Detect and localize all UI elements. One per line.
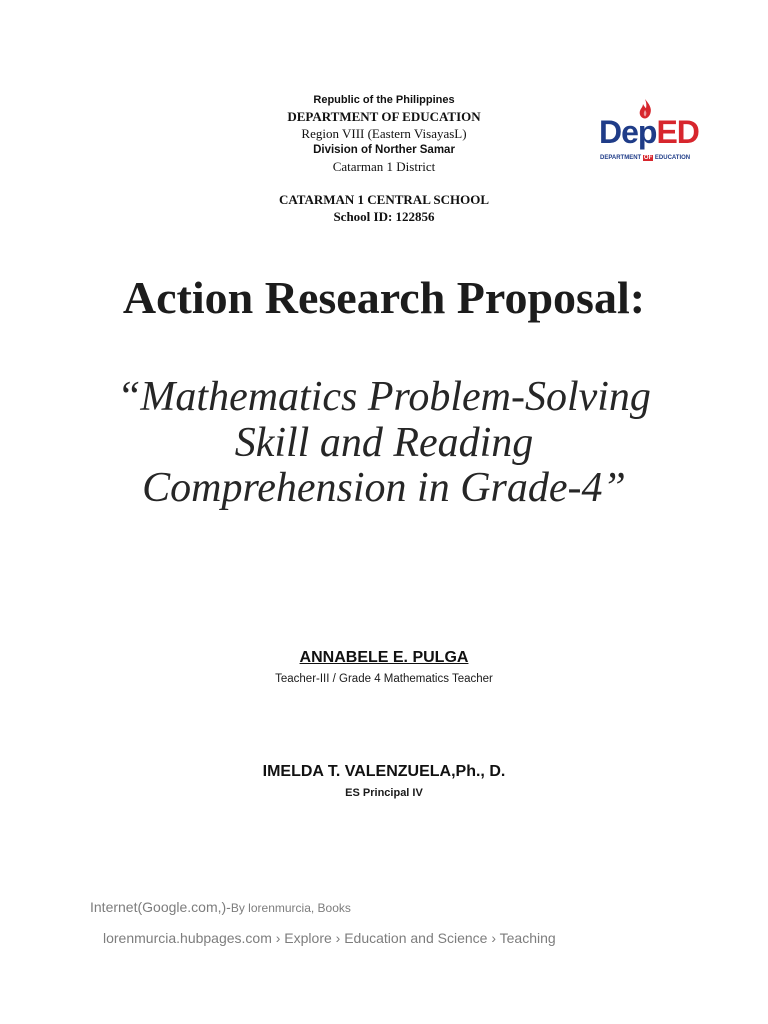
principal-block [0, 762, 768, 800]
deped-logo [596, 98, 704, 166]
principal-role: ES Principal IV [345, 787, 423, 799]
logo-caption [600, 154, 690, 162]
source-breadcrumb: lorenmurcia.hubpages.com › Explore › Education and Science › Teaching [103, 930, 556, 946]
document-title: Action Research Proposal: [122, 272, 646, 323]
department-line: DEPARTMENT OF EDUCATION [287, 108, 481, 124]
school-header [0, 192, 768, 226]
research-title [0, 375, 768, 512]
logo-wordmark-dep: Dep [599, 114, 657, 150]
logo-caption-department: DEPARTMENT [600, 155, 642, 161]
author-block [0, 648, 768, 686]
source-note [90, 898, 351, 916]
research-title-line: Comprehension in Grade-4” [142, 465, 626, 511]
research-title-line: “Mathematics Problem-Solving [117, 374, 651, 420]
logo-caption-education: EDUCATION [654, 155, 691, 161]
source-author: By lorenmurcia, Books [230, 901, 351, 915]
research-title-line: Skill and Reading [234, 419, 534, 466]
principal-name: IMELDA T. VALENZUELA,Ph., D. [262, 763, 506, 780]
republic-line: Republic of the Philippines [313, 94, 455, 106]
district-line: Catarman 1 District [332, 159, 436, 175]
logo-wordmark [599, 115, 699, 149]
source-prefix: Internet(Google.com,)- [90, 899, 231, 915]
author-name: ANNABELE E. PULGA [299, 649, 469, 666]
author-role: Teacher-III / Grade 4 Mathematics Teacher [275, 673, 493, 685]
school-name: CATARMAN 1 CENTRAL SCHOOL [278, 192, 490, 207]
region-line: Region VIII (Eastern VisayasL) [301, 125, 467, 141]
logo-wordmark-ed: ED [656, 114, 699, 150]
logo-caption-of: OF [643, 155, 653, 161]
school-id: School ID: 122856 [333, 208, 435, 224]
division-line: Division of Norther Samar [313, 144, 455, 157]
